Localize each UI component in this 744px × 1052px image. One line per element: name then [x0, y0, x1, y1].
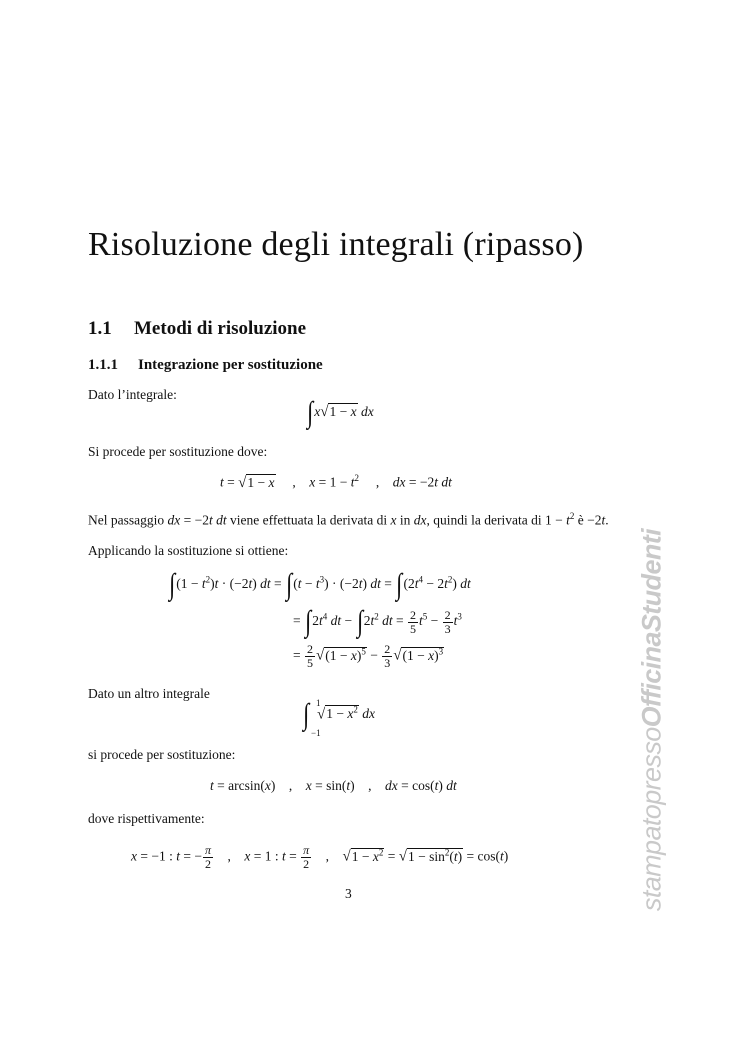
equation-line-1: $\int(1 - t^2)t \cdot (-2t)$ dt = $\int(t - t^3) \cdot (-2t)$ dt = $\int(2t^4 - 2t^2)$ dt	[169, 568, 471, 601]
equation-substitution-2: t = arcsin(x) , x = sin(t) , dx = cos(t) dt	[210, 778, 457, 793]
section-title: Metodi di risoluzione	[134, 318, 307, 339]
chapter-title: Risoluzione degli integrali (ripasso)	[88, 226, 584, 263]
paragraph-another-integral: Dato un altro integrale	[88, 686, 210, 701]
paragraph-respectively: dove rispettivamente:	[88, 811, 205, 826]
equation-integral-1: ∫x√1 − x dx	[307, 396, 374, 429]
paragraph-substitution-2: si procede per sostituzione:	[88, 747, 236, 762]
watermark	[636, 528, 667, 912]
watermark-text: stampatopressoOfficinaStudenti	[636, 528, 667, 912]
equation-line-3: = $\frac{2}{5}$ $√(1 - x)^5$ − $\frac{2}{3}$ $√(1 - x)^3$	[293, 642, 444, 670]
paragraph-intro: Dato l’integrale:	[88, 387, 177, 402]
section-heading	[88, 318, 306, 340]
subsection-heading	[88, 357, 323, 374]
equation-line-2: = $\int 2t^4$ dt − $\int 2t^2$ dt = $\frac{2}{5}$ $t^5$ − $\frac{2}{3}$ $t^3$	[293, 605, 462, 638]
subsection-title: Integrazione per sostituzione	[138, 357, 323, 373]
section-number: 1.1	[88, 318, 112, 339]
subsection-number: 1.1.1	[88, 357, 118, 373]
equation-bounds: x = −1 : t = − $\frac{\pi}{2}$ , x = 1 : t = $\frac{\pi}{2}$ , $√1 - x^2 = √1 - \sin^2(t) = \cos(t)$	[131, 843, 509, 871]
page-number: 3	[345, 886, 352, 901]
equation-integral-2: ∫ 1 −1 $√1 - x^2$ dx	[303, 698, 375, 738]
paragraph-substitution: Si procede per sostituzione dove:	[88, 444, 268, 459]
paragraph-apply: Applicando la sostituzione si ottiene:	[88, 543, 289, 558]
paragraph-derivative: Nel passaggio dx = −2t dt viene effettuata la derivata di x in dx, quindi la derivata di $1 - t^2$ è −2t.	[88, 511, 609, 528]
equation-substitution-1: t = √1 − x , $x = 1 - t^2$ , dx = −2t dt	[220, 473, 452, 491]
